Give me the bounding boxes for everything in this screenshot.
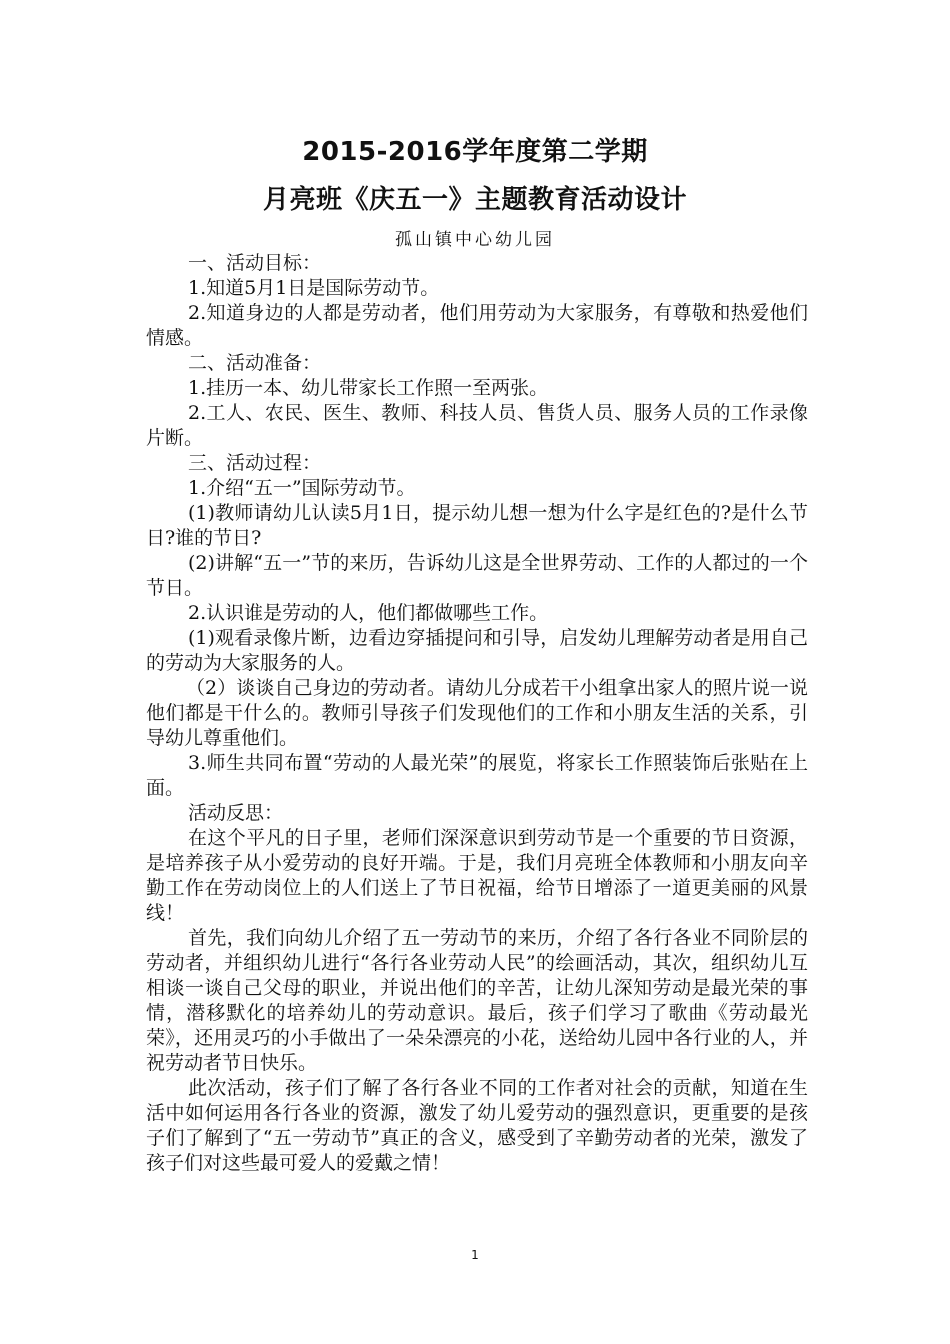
section-heading-preparation: 二、活动准备： <box>188 352 322 374</box>
paragraph: 2.认识谁是劳动的人，他们都做哪些工作。 <box>188 602 549 624</box>
paragraph: 1.介绍“五一”国际劳动节。 <box>188 477 416 499</box>
paragraph: 首先，我们向幼儿介绍了五一劳动节的来历，介绍了各行各业不同阶层的劳动者，并组织幼儿进行“各行各业劳动人民”的绘画活动，其次，组织幼儿互相谈一谈自己父母的职业，并说出他们的辛苦，让幼儿深知劳动是最光荣的事情，潜移默化的培养幼儿的劳动意识。最后，孩子们学习了歌曲《劳动最光荣》，还用灵巧的小手做出了一朵朵漂亮的小花，送给幼儿园中各行业的人，并祝劳动者节日快乐。 <box>146 927 808 1074</box>
document-author: 孤山镇中心幼儿园 <box>395 230 555 250</box>
document-title-line2: 月亮班《庆五一》主题教育活动设计 <box>262 185 687 215</box>
section-heading-process: 三、活动过程： <box>188 452 322 474</box>
paragraph: (1)观看录像片断，边看边穿插提问和引导，启发幼儿理解劳动者是用自己的劳动为大家服务的人。 <box>146 627 808 674</box>
paragraph: (1)教师请幼儿认读5月1日，提示幼儿想一想为什么字是红色的?是什么节日?谁的节日? <box>146 502 808 549</box>
document-body <box>146 251 808 1176</box>
paragraph: 在这个平凡的日子里，老师们深深意识到劳动节是一个重要的节日资源，是培养孩子从小爱劳动的良好开端。于是，我们月亮班全体教师和小朋友向辛勤工作在劳动岗位上的人们送上了节日祝福，给节日增添了一道更美丽的风景线！ <box>146 827 808 924</box>
paragraph: 3.师生共同布置“劳动的人最光荣”的展览，将家长工作照装饰后张贴在上面。 <box>146 752 808 799</box>
paragraph: （2）谈谈自己身边的劳动者。请幼儿分成若干小组拿出家人的照片说一说他们都是干什么的。教师引导孩子们发现他们的工作和小朋友生活的关系，引导幼儿尊重他们。 <box>146 677 808 749</box>
paragraph: 此次活动，孩子们了解了各行各业不同的工作者对社会的贡献，知道在生活中如何运用各行各业的资源，激发了幼儿爱劳动的强烈意识，更重要的是孩子们了解到了“五一劳动节”真正的含义，感受到了辛勤劳动者的光荣，激发了孩子们对这些最可爱人的爱戴之情！ <box>146 1077 808 1174</box>
section-heading-reflection: 活动反思： <box>188 802 284 824</box>
page-number: 1 <box>471 1248 479 1262</box>
document-title-line1: 2015-2016学年度第二学期 <box>302 137 648 167</box>
paragraph: 1.挂历一本、幼儿带家长工作照一至两张。 <box>188 377 549 399</box>
paragraph: 1.知道5月1日是国际劳动节。 <box>188 277 440 299</box>
paragraph: 2.知道身边的人都是劳动者，他们用劳动为大家服务，有尊敬和热爱他们情感。 <box>146 302 808 349</box>
section-heading-goals: 一、活动目标： <box>188 252 322 274</box>
paragraph: (2)讲解“五一”节的来历，告诉幼儿这是全世界劳动、工作的人都过的一个节日。 <box>146 552 808 599</box>
paragraph: 2.工人、农民、医生、教师、科技人员、售货人员、服务人员的工作录像片断。 <box>146 402 808 449</box>
